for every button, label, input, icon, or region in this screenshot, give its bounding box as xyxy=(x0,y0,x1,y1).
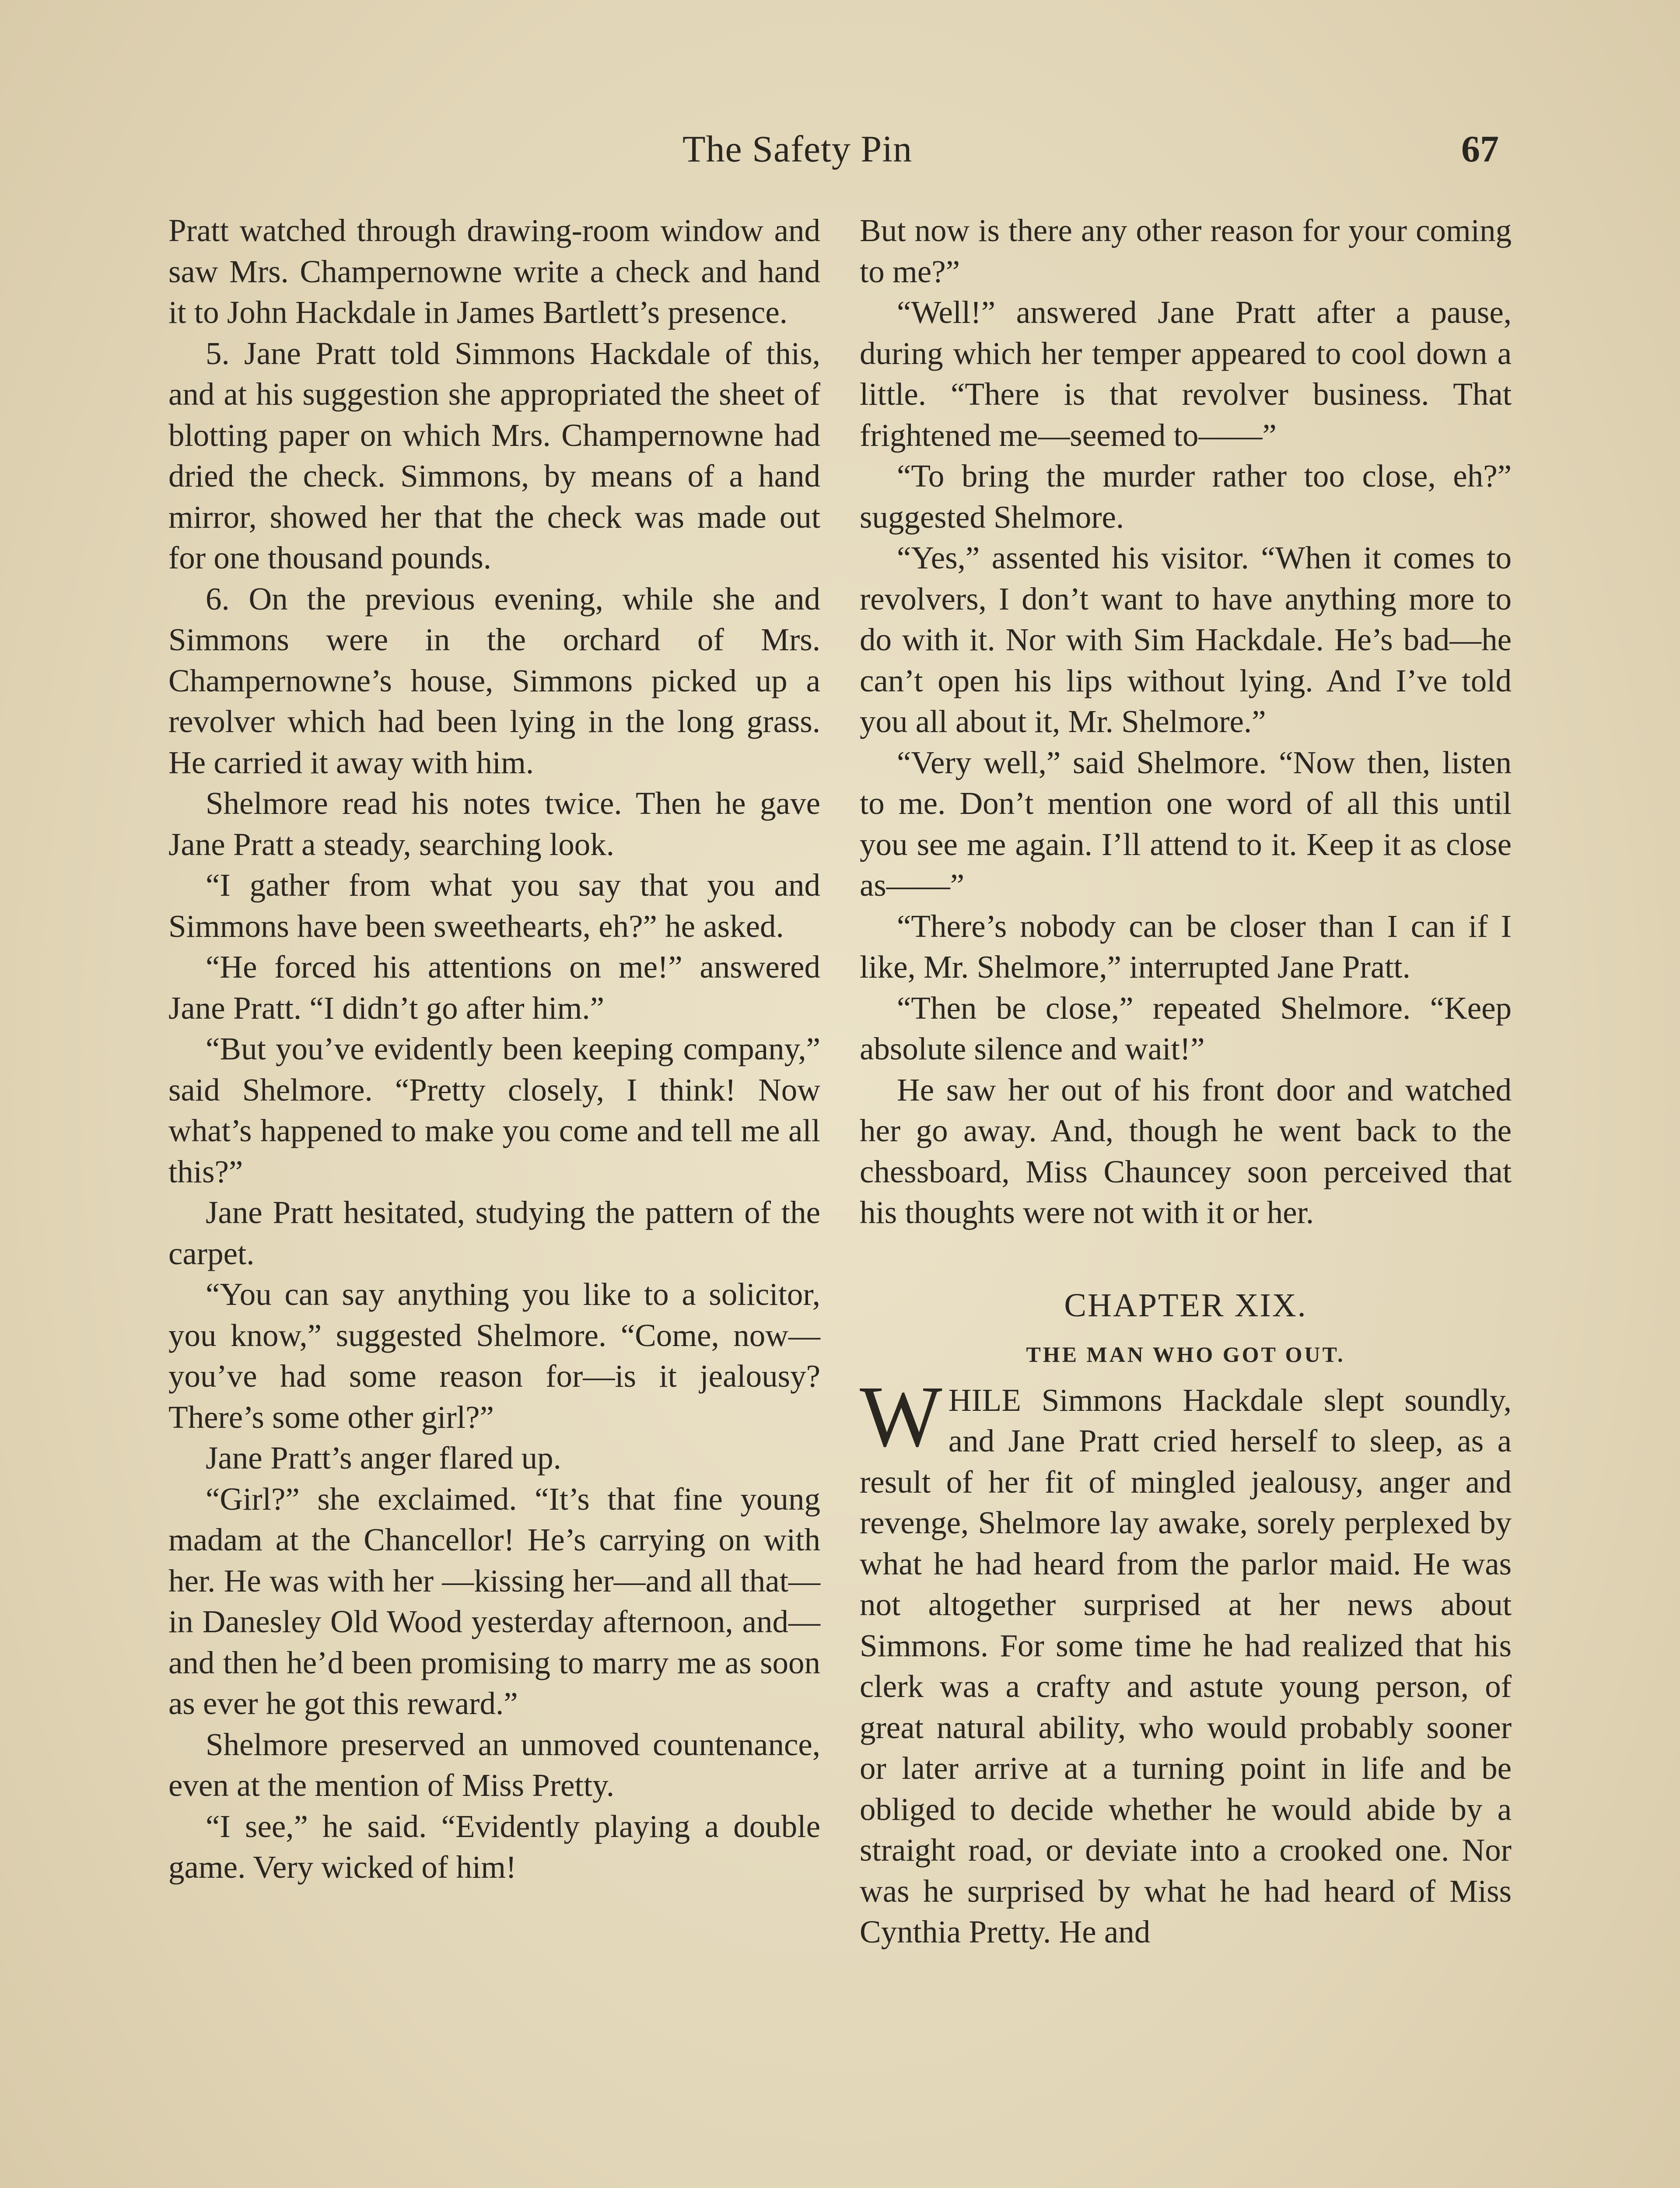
paragraph: “To bring the murder rather too close, eh?” suggested Shelmore. xyxy=(860,458,1512,535)
paragraph: “Very well,” said Shelmore. “Now then, listen to me. Don’t mention one word of all this until you see me again. I’ll attend to it. Keep it as close as——” xyxy=(860,744,1512,903)
paragraph: Jane Pratt hesitated, studying the pattern of the carpet. xyxy=(168,1195,820,1271)
chapter-opening-paragraph xyxy=(860,1368,1512,1953)
paragraph: “Then be close,” repeated Shelmore. “Keep absolute silence and wait!” xyxy=(860,990,1512,1066)
paragraph: “I see,” he said. “Evidently playing a double game. Very wicked of him! xyxy=(168,1808,820,1885)
chapter-title: CHAPTER XIX. xyxy=(1064,1287,1307,1324)
paragraph: “But you’ve evidently been keeping company,” said Shelmore. “Pretty closely, I think! Now what’s happened to make you come and tell me all this?” xyxy=(168,1031,820,1189)
paragraph: He saw her out of his front door and watched her go away. And, though he went back to the chessboard, Miss Chauncey soon perceived that his thoughts were not with it or her. xyxy=(860,1072,1512,1230)
paragraph: “I gather from what you say that you and Simmons have been sweethearts, eh?” he asked. xyxy=(168,867,820,944)
paragraph: “You can say anything you like to a solicitor, you know,” suggested Shelmore. “Come, now—you’ve had some reason for—is it jealousy? There’s some other girl?” xyxy=(168,1276,820,1435)
running-title: The Safety Pin xyxy=(682,128,913,170)
paragraph: Jane Pratt’s anger flared up. xyxy=(206,1440,561,1476)
paragraph: “He forced his attentions on me!” answered Jane Pratt. “I didn’t go after him.” xyxy=(168,949,820,1026)
page-number: 67 xyxy=(1461,128,1499,170)
page-header xyxy=(0,127,1680,179)
paragraph: But now is there any other reason for your coming to me?” xyxy=(860,213,1512,289)
right-column xyxy=(860,210,1512,1953)
chapter-opening-text: HILE Simmons Hackdale slept soundly, and Jane Pratt cried herself to sleep, as a result of her fit of mingled jealousy, anger and revenge, Shelmore lay awake, sorely perplexed by what he had heard from the parlor maid. He was not altogether surprised at her news about Simmons. For some time he had realized that his clerk was a crafty and astute young person, of great natural ability, who would probably sooner or later arrive at a turning point in life and be obliged to decide whether he would abide by a straight road, or deviate into a crooked one. Nor was he surprised by what he had heard of Miss Cynthia Pretty. He and xyxy=(860,1382,1512,1950)
drop-cap: W xyxy=(860,1368,942,1465)
chapter-subtitle: THE MAN WHO GOT OUT. xyxy=(1026,1342,1345,1367)
paragraph: 6. On the previous evening, while she and Simmons were in the orchard of Mrs. Champernowne’s house, Simmons picked up a revolver which had been lying in the long grass. He carried it away with him. xyxy=(168,581,820,780)
paragraph: Shelmore preserved an unmoved countenance, even at the mention of Miss Pretty. xyxy=(168,1726,820,1803)
paragraph: Pratt watched through drawing-room window and saw Mrs. Champernowne write a check and hand it to John Hackdale in James Bartlett’s presence. xyxy=(168,213,820,330)
left-column xyxy=(168,210,820,1888)
paragraph: Shelmore read his notes twice. Then he gave Jane Pratt a steady, searching look. xyxy=(168,785,820,862)
paragraph: 5. Jane Pratt told Simmons Hackdale of this, and at his suggestion she appropriated the sheet of blotting paper on which Mrs. Champernowne had dried the check. Simmons, by means of a hand mirror, showed her that the check was made out for one thousand pounds. xyxy=(168,335,820,575)
paragraph: “Girl?” she exclaimed. “It’s that fine young madam at the Chancellor! He’s carrying on with her. He was with her —kissing her—and all that—in Danesley Old Wood yesterday afternoon, and— and then he’d been promising to marry me as soon as ever he got this reward.” xyxy=(168,1481,820,1721)
paragraph: “Yes,” assented his visitor. “When it comes to revolvers, I don’t want to have anything more to do with it. Nor with Sim Hackdale. He’s bad—he can’t open his lips without lying. And I’ve told you all about it, Mr. Shelmore.” xyxy=(860,540,1512,739)
paragraph: “Well!” answered Jane Pratt after a pause, during which her temper appeared to cool down a little. “There is that revolver business. That frightened me—seemed to——” xyxy=(860,295,1512,453)
paragraph: “There’s nobody can be closer than I can if I like, Mr. Shelmore,” interrupted Jane Pratt. xyxy=(860,908,1512,985)
